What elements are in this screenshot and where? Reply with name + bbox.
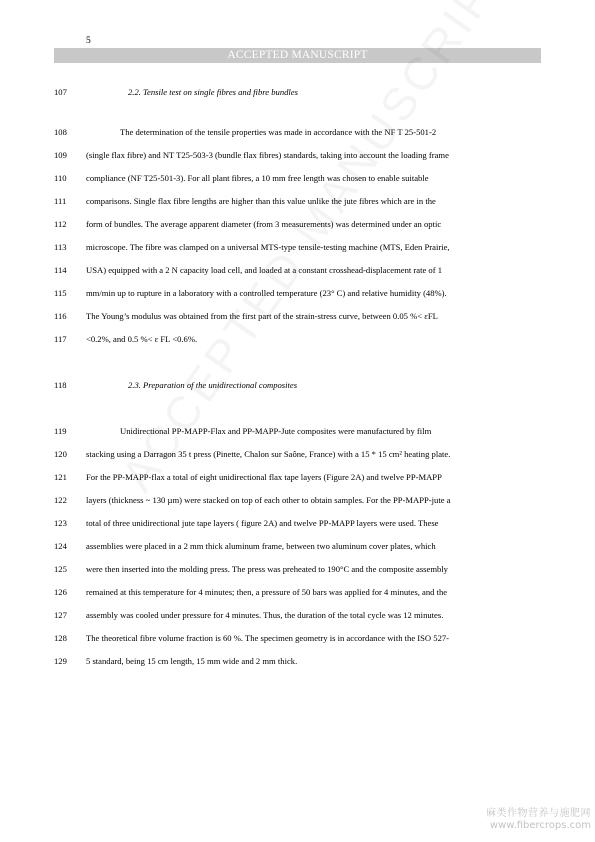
line-text: were then inserted into the molding press. The press was preheated to 190°C and the composite assembly (86, 564, 448, 574)
line-number: 108 (54, 127, 67, 137)
line-text: assembly was cooled under pressure for 4 minutes. Thus, the duration of the total cycle was 12 minutes. (86, 610, 444, 620)
text-line (0, 126, 595, 138)
section-heading-line (0, 86, 595, 98)
line-text: mm/min up to rupture in a laboratory with a controlled temperature (23° C) and relative humidity (48%). (86, 288, 447, 298)
line-text: The determination of the tensile properties was made in accordance with the NF T 25-501-2 (120, 127, 437, 137)
text-line (0, 333, 595, 345)
text-line (0, 264, 595, 276)
text-line (0, 632, 595, 644)
line-number: 121 (54, 472, 67, 482)
text-line (0, 586, 595, 598)
line-number: 127 (54, 610, 67, 620)
text-line (0, 195, 595, 207)
site-watermark-name: 麻类作物营养与施肥网 (486, 808, 591, 819)
line-number: 123 (54, 518, 67, 528)
line-text: USA) equipped with a 2 N capacity load cell, and loaded at a constant crosshead-displacement rate of 1 (86, 265, 443, 275)
text-line (0, 172, 595, 184)
line-text: remained at this temperature for 4 minutes; then, a pressure of 50 bars was applied for 4 minutes, and the (86, 587, 448, 597)
section-heading: 2.3. Preparation of the unidirectional composites (128, 380, 298, 390)
line-text: total of three unidirectional jute tape layers ( figure 2A) and twelve PP-MAPP layers were used. These (86, 518, 439, 528)
line-text: (single flax fibre) and NT T25-503-3 (bundle flax fibres) standards, taking into account the loading frame (86, 150, 449, 160)
line-text: layers (thickness ~ 130 µm) were stacked on top of each other to obtain samples. For the PP-MAPP-jute a (86, 495, 451, 505)
line-number: 122 (54, 495, 67, 505)
line-number: 109 (54, 150, 67, 160)
accepted-manuscript-banner: ACCEPTED MANUSCRIPT (54, 48, 541, 63)
text-line (0, 218, 595, 230)
text-line (0, 517, 595, 529)
line-number: 119 (54, 426, 67, 436)
line-text: <0.2%, and 0.5 %< ε FL <0.6%. (86, 334, 198, 344)
line-number: 129 (54, 656, 67, 666)
line-text: The Young’s modulus was obtained from the first part of the strain-stress curve, between 0.05 %< εFL (86, 311, 438, 321)
line-text: compliance (NF T25-501-3). For all plant fibres, a 10 mm free length was chosen to enable suitable (86, 173, 429, 183)
line-text: microscope. The fibre was clamped on a universal MTS-type tensile-testing machine (MTS, Eden Prairie, (86, 242, 450, 252)
line-number: 114 (54, 265, 67, 275)
line-number: 116 (54, 311, 67, 321)
text-line (0, 655, 595, 667)
text-line (0, 425, 595, 437)
text-line (0, 287, 595, 299)
site-watermark-url: www.fibercrops.com (489, 820, 591, 831)
line-number: 112 (54, 219, 67, 229)
line-number: 107 (54, 87, 67, 97)
line-number: 110 (54, 173, 67, 183)
text-line (0, 310, 595, 322)
line-number: 124 (54, 541, 67, 551)
line-number: 125 (54, 564, 67, 574)
text-line (0, 609, 595, 621)
line-text: comparisons. Single flax fibre lengths are higher than this value unlike the jute fibres which are in the (86, 196, 436, 206)
section-heading-line (0, 379, 595, 391)
line-number: 117 (54, 334, 67, 344)
line-number: 126 (54, 587, 67, 597)
line-number: 128 (54, 633, 67, 643)
line-number: 115 (54, 288, 67, 298)
line-text: form of bundles. The average apparent diameter (from 3 measurements) was determined under an optic (86, 219, 442, 229)
line-number: 111 (54, 196, 67, 206)
text-line (0, 149, 595, 161)
text-line (0, 471, 595, 483)
text-line (0, 241, 595, 253)
line-number: 113 (54, 242, 67, 252)
line-number: 120 (54, 449, 67, 459)
page-number: 5 (86, 36, 91, 46)
line-number: 118 (54, 380, 67, 390)
line-text: For the PP-MAPP-flax a total of eight unidirectional flax tape layers (Figure 2A) and twelve PP-MAPP (86, 472, 442, 482)
line-text: 5 standard, being 15 cm length, 15 mm wide and 2 mm thick. (86, 656, 298, 666)
text-line (0, 494, 595, 506)
line-text: stacking using a Darragon 35 t press (Pinette, Chalon sur Saône, France) with a 15 * 15 cm² heating plate. (86, 449, 451, 459)
section-heading: 2.2. Tensile test on single fibres and fibre bundles (128, 87, 298, 97)
line-text: The theoretical fibre volume fraction is 60 %. The specimen geometry is in accordance with the ISO 527- (86, 633, 450, 643)
text-line (0, 563, 595, 575)
site-watermark (486, 808, 591, 832)
text-line (0, 448, 595, 460)
text-line (0, 540, 595, 552)
line-text: assemblies were placed in a 2 mm thick aluminum frame, between two aluminum cover plates, which (86, 541, 436, 551)
line-text: Unidirectional PP-MAPP-Flax and PP-MAPP-Jute composites were manufactured by film (120, 426, 432, 436)
